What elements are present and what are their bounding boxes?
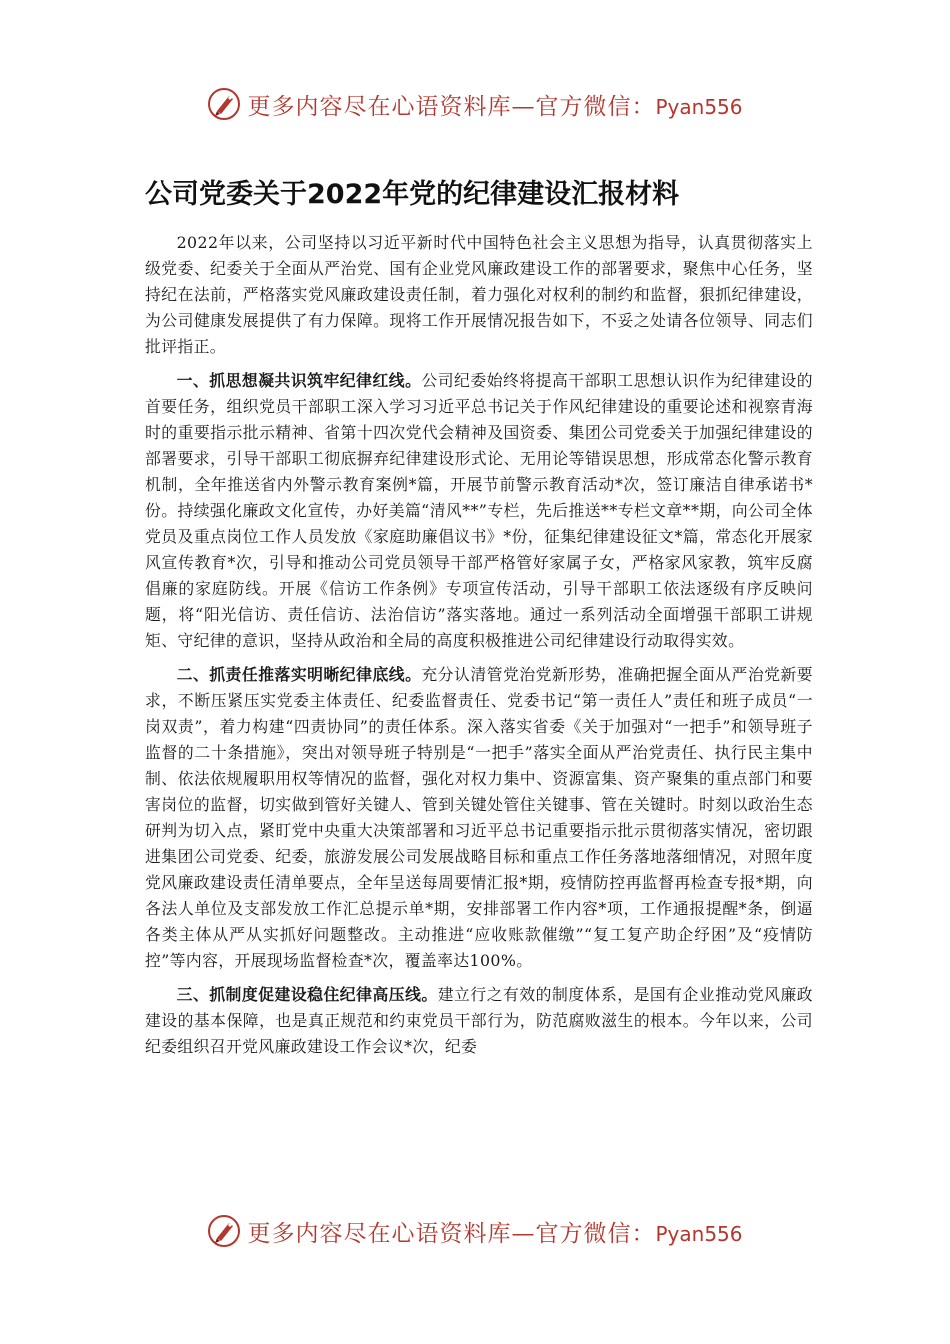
section-text-1: 公司纪委始终将提高干部职工思想认识作为纪律建设的首要任务，组织党员干部职工深入学习习近平总书记关于作风纪律建设的重要论述和视察青海时的重要指示批示精神、省第十四次党代会精神及国资委、集团公司党委关于加强纪律建设的部署要求，引导干部职工彻底摒弃纪律建设形式论、无用论等错误思想，形成常态化警示教育机制，全年推送省内外警示教育案例*篇，开展节前警示教育活动*次，签订廉洁自律承诺书*份。持续强化廉政文化宣传，办好美篇“清风**”专栏，先后推送**专栏文章**期，向公司全体党员及重点岗位工作人员发放《家庭助廉倡议书》*份，征集纪律建设征文*篇，常态化开展家风宣传教育*次，引导和推动公司党员领导干部严格管好家属子女，严格家风家教，筑牢反腐倡廉的家庭防线。开展《信访工作条例》专项宣传活动，引导干部职工依法逐级有序反映问题，将“阳光信访、责任信访、法治信访”落实落地。通过一系列活动全面增强干部职工讲规矩、守纪律的意识，坚持从政治和全局的高度积极推进公司纪律建设行动取得实效。	[145, 371, 813, 650]
wechat-id: Pyan556	[655, 1221, 743, 1246]
document-body	[145, 230, 813, 1068]
footer-watermark-banner	[0, 1209, 950, 1253]
watermark-text: 更多内容尽在心语资料库—官方微信：Pyan556	[247, 93, 743, 120]
section-heading-1: 一、抓思想凝共识筑牢纪律红线。	[176, 371, 422, 390]
section-text-3: 建立行之有效的制度体系，是国有企业推动党风廉政建设的基本保障，也是真正规范和约束党员干部行为，防范腐败滋生的根本。今年以来，公司纪委组织召开党风廉政建设工作会议*次，纪委	[145, 985, 813, 1056]
intro-paragraph: 2022年以来，公司坚持以习近平新时代中国特色社会主义思想为指导，认真贯彻落实上级党委、纪委关于全面从严治党、国有企业党风廉政建设工作的部署要求，聚焦中心任务，坚持纪在法前，严格落实党风廉政建设责任制，着力强化对权利的制约和监督，狠抓纪律建设，为公司健康发展提供了有力保障。现将工作开展情况报告如下，不妥之处请各位领导、同志们批评指正。	[145, 233, 813, 356]
section-heading-2: 二、抓责任推落实明晰纪律底线。	[176, 665, 422, 684]
section-paragraph-1	[145, 368, 813, 654]
section-paragraph-2	[145, 662, 813, 974]
pen-nib-logo-icon	[207, 1214, 241, 1248]
wechat-id: Pyan556	[655, 94, 743, 119]
section-paragraph-3	[145, 982, 813, 1060]
section-text-2: 充分认清管党治党新形势，准确把握全面从严治党新要求，不断压紧压实党委主体责任、纪委监督责任、党委书记“第一责任人”责任和班子成员“一岗双责”，着力构建“四责协同”的责任体系。深入落实省委《关于加强对“一把手”和领导班子监督的二十条措施》，突出对领导班子特别是“一把手”落实全面从严治党责任、执行民主集中制、依法依规履职用权等情况的监督，强化对权力集中、资源富集、资产聚集的重点部门和要害岗位的监督，切实做到管好关键人、管到关键处管住关键事、管在关键时。时刻以政治生态研判为切入点，紧盯党中央重大决策部署和习近平总书记重要指示批示贯彻落实情况，密切跟进集团公司党委、纪委，旅游发展公司发展战略目标和重点工作任务落地落细情况，对照年度党风廉政建设责任清单要点，全年呈送每周要情汇报*期，疫情防控再监督再检查专报*期，向各法人单位及支部发放工作汇总提示单*期，安排部署工作内容*项，工作通报提醒*条，倒逼各类主体从严从实抓好问题整改。主动推进“应收账款催缴”“复工复产助企纾困”及“疫情防控”等内容，开展现场监督检查*次，覆盖率达100%。	[145, 665, 813, 970]
pen-nib-logo-icon	[207, 87, 241, 121]
watermark-text: 更多内容尽在心语资料库—官方微信：Pyan556	[247, 1220, 743, 1247]
document-title: 公司党委关于2022年党的纪律建设汇报材料	[145, 179, 680, 210]
header-watermark-banner	[0, 82, 950, 126]
section-heading-3: 三、抓制度促建设稳住纪律高压线。	[176, 985, 438, 1004]
